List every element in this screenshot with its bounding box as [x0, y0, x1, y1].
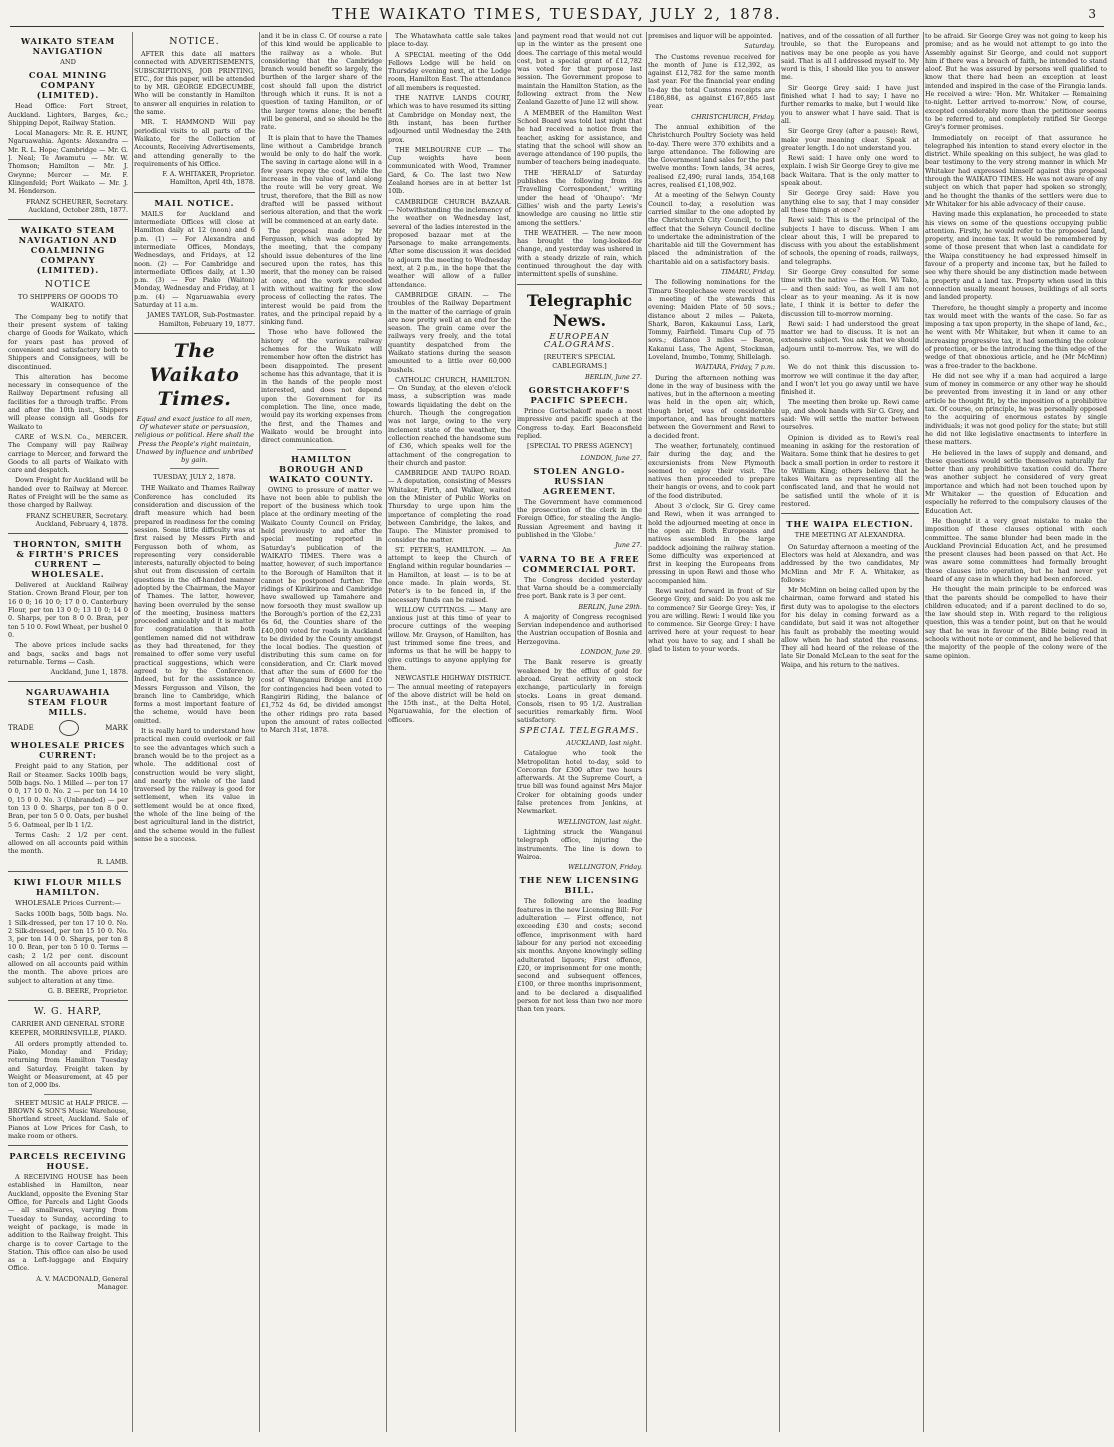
ad-text: Down Freight for Auckland will be handed over to Railway at Mercer. Rates of Freight will be the same as those charged by Railway.: [8, 476, 128, 510]
article-text: Having made this explanation, he proceeded to state his views on some of the questions occupying public attention. Firstly, he would refer to the proposed land, property, and income tax. It would be remembered by some of those present that when last a candidate for the Waipa constituency he had expressed himself in favour of a property and income tax, but he failed to see why there should be any distinction made between a property and a land tax. Property when used in this connection usually meant houses, buildings of all sorts and landed property.: [925, 210, 1107, 302]
column-3: [261, 32, 387, 1432]
dateline: June 27.: [615, 541, 642, 550]
ad-heading: WAIKATO STEAM NAVIGATION: [20, 36, 116, 56]
column-8: [925, 32, 1107, 1432]
ad-text: Delivered at Auckland Railway Station. Crown Brand Flour, per ton 16 0 0; 16 10 0; 17 0 0. Canterbury Flour, per ton 13 0 0; 13 10 0; 14 0 0. Sharps, per ton 8 0 0. Bran, per ton 5 10 0. Fowl Wheat, per bushel 0 0.: [8, 581, 128, 639]
mark-label: MARK: [105, 724, 128, 733]
editorial-text: It is plain that to have the Thames line without a Cambridge branch would be only to do half the work. The saving in cartage alone will in a few years repay the cost, while the increase in the value of land along the route will be very great. We trust, therefore, that the Bill as now drafted will be passed without serious alteration, and that the work will be commenced at an early date.: [261, 133, 382, 225]
telegram-text: At a meeting of the Selwyn County Council to-day, a resolution was carried similar to the one adopted by the Christchurch City Council, to the effect that the Selwyn Council decline to undertake the administration of the charitable aid till the Government has placed the administration of the charitable aid on a satisfactory basis.: [648, 191, 775, 266]
dateline: WELLINGTON, Friday.: [568, 863, 642, 872]
dateline: Saturday.: [744, 42, 775, 51]
dateline: WELLINGTON, last night.: [557, 817, 642, 826]
telegram-text: premises and liquor will be appointed.: [648, 32, 773, 40]
telegraphic-news-heading: Telegraphic News.: [526, 290, 633, 330]
article-text: He believed in the laws of supply and demand, and these questions would settle themselves naturally far better than any prohibitive taxation could do. There was another subject he considered of very great importance and which had not been touched upon by Mr Whitaker — the question of Education and especially he referred to the compulsory clauses of the Education Act.: [925, 448, 1107, 515]
telegram-text: Sir George Grey said: I have just finished what I had to say; I have no further remarks to make, but I would like you to answer what I have said. That is all.: [781, 83, 919, 125]
ad-signature: R. LAMB.: [96, 857, 128, 866]
short-rule: [170, 468, 218, 469]
article-text: Immediately on receipt of that assurance he telegraphed his intention to stand every elector in the district. While speaking on this subject, he was glad to bear testimony to the very strong manner in which Mr Whitaker had expressed himself against this proposal through the WAIKATO TIMES. He was not aware of any subject on which that paper had spoken so strongly, and he thought the thanks of the settlers were due to Mr Whitaker for his able advocacy of their cause.: [925, 133, 1107, 208]
column-separator: [517, 284, 642, 285]
notice-text: AFTER this date all matters connected with ADVERTISEMENTS, SUBSCRIPTIONS, JOB PRINTING, ETC., for this paper, will be attended to by MR. GEORGE EDGECUMBE, Who will be constantly in Hamilton to answer all enquiries in relation to the same.: [134, 50, 255, 117]
telegram-text: Lightning struck the Wanganui telegraph office, injuring the instruments. The line is down to Wairoa.: [517, 827, 642, 861]
masthead: [10, 4, 1104, 27]
telegram-text: natives, and of the cessation of all further trouble, so that the Europeans and natives may be one people as you have said. That is all I addressed myself to. My word is this, I should like you to answer me.: [781, 32, 919, 82]
column-separator: [781, 513, 919, 514]
article-text: Therefore, he thought simply a property and income tax would meet with the wants of the case. So far as imposing a tax upon property, in the shape of land, &c., he went with Mr Whitaker, but when it came to an increasing progressive tax, it had something the colour of protection, or be the introducing the thin edge of the wedge of that obnoxious article, and he (Mr McMinn) was a free-trader to the backbone.: [925, 303, 1107, 370]
local-news-item: CAMBRIDGE AND TAUPO ROAD. — A deputation, consisting of Messrs Whitaker, Firth, and Walker, waited on the Minister of Public Works on Thursday to urge upon him the importance of completing the road between Cambridge, the lakes, and Taupo. The Minister promised to consider the matter.: [388, 469, 511, 544]
ad-text: Freight paid to any Station, per Rail or Steamer. Sacks 100lb bags, 50lb bags. No. 1 Milled — per ton 17 0 0, 17 10 0. No. 2 — per ton 14 10 0, 15 0 0. No. 3 (Unbranded) — per ton 13 0 0. Sharps, per ton 8 0 0. Bran, per ton 5 0 0. Oats, per bushel 5 6. Oatmeal, per lb 1 1/2.: [8, 762, 128, 829]
local-news-item: WILLOW CUTTINGS. — Many are anxious just at this time of year to procure cuttings of the weeping willow. Mr. Grayson, of Hamilton, has just trimmed some fine trees, and informs us that he will be happy to give cuttings to anyone applying for them.: [388, 605, 511, 672]
dateline: WAITARA, Friday, 7 p.m.: [695, 363, 775, 372]
article-heading: HAMILTON BOROUGH AND WAIKATO COUNTY.: [269, 453, 374, 484]
telegram-heading: GORSTCHAKOFF'S PACIFIC SPEECH.: [528, 385, 631, 406]
ad-text: CARE of W.S.N. Co., MERCER. The Company will pay Railway carriage to Mercer, and forward the Goods to all parts of Waikato with care and despatch.: [8, 432, 128, 475]
ad-signature: FRANZ SCHEURER, Secretary. Auckland, February 4, 1878.: [26, 511, 128, 528]
ad-signature: A. V. MACDONALD, General Manager.: [36, 1274, 128, 1291]
telegram-text: During the afternoon nothing was done in the way of business with the natives, but in the afternoon a meeting was held in the open air, which, though brief, was of considerable importance, and has brought matters between the Government and Rewi to a decided front.: [648, 373, 775, 440]
trade-label: TRADE: [8, 724, 34, 733]
local-news-item: and payment road that would not cut up in the winter as the present one does. The carriage of this metal would cost, but a special grant of £12,782 was voted for that purpose last session. The Government propose to maintain the Hamilton Station, as the following extract from the New Zealand Gazette of June 12 will show.: [517, 32, 642, 107]
telegram-text: The following nominations for the Timaru Steeplechase were received at a meeting of the stewards this evening: Maiden Plate of 50 sovs.; distance about 2 miles — Paketa, Shark, Baron, Kakaunui Lass, Lark, Tommy, Fairfield. Timaru Cup of 75 sovs.; distance 3 miles — Baron, Kakanui Lass, The Agent, Stockman, Loveland, Inumbo, Tommy, Shillelagh.: [648, 278, 775, 361]
column-separator: [8, 533, 128, 534]
telegram-text: Rewi said: This is the principal of the subjects I have to discuss. When I am clear about this, I will be prepared to discuss with you about the establishment of schools, the opening of roads, railways, and telegraphs.: [781, 216, 919, 266]
local-news-item: THE WEATHER. — The new moon has brought the long-looked-for change, and yesterday was ushered in with a steady drizzle of rain, which continued throughout the day with intermittent spells of sunshine.: [517, 228, 642, 279]
telegram-text: The meeting then broke up. Rewi came up, and shook hands with Sir G. Grey, and said: We will settle the matter between ourselves.: [781, 398, 919, 432]
ad-signature: Auckland, June 1, 1878.: [50, 668, 128, 677]
local-news-item: THE MELBOURNE CUP. — The Cup weights have been communicated with Wood, Tramner Gard, & Co. The last two New Zealand horses are in at better 1st 10lb.: [388, 145, 511, 196]
trade-mark-icon: [59, 720, 79, 736]
column-2: [134, 32, 260, 1432]
column-7: [781, 32, 924, 1432]
editorial-text: The proposal made by Mr Fergusson, which was adopted by the meeting, that the company should issue debentures of the line secured upon the rates, has this merit, that the money can be raised at once, and the work proceeded with without waiting for the slow process of collecting the rates. The interest would be paid from the rates, and the principal repaid by a sinking fund.: [261, 226, 382, 327]
local-news-item: THE 'HERALD' of Saturday publishes the following from its 'Travelling Correspondent,' writing under the head of 'Ohaupo': 'Mr Gillies' wish and the party Lewis's knowledge are causing no little stir among the settlers.': [517, 168, 642, 227]
telegram-text: Sir George Grey said: Have you anything else to say, that I may consider all these things at once?: [781, 189, 919, 214]
notice-text: MAILS for Auckland and intermediate Offices will close at Hamilton daily at 12 (noon) and 6 p.m. (1) — For Alexandra and intermediate Offices, Mondays, Wednesdays, and Fridays, at 12 noon. (2) — For Cambridge and intermediate Offices daily, at 1.30 p.m. (3) — For Piako (Waiton) Monday, Wednesday and Friday, at 1 p.m. (4) — Ngaruawahia every Saturday at 11 a.m.: [134, 209, 255, 310]
telegram-text: Catalogue who took the Metropolitan hotel to-day, sold to Corcoran for £300 after two hours afterwards. At the Supreme Court, a true bill was found against Mrs Major Croker for obtaining goods under false pretences from Jenkins, at Newmarket.: [517, 749, 642, 816]
page-number: 3: [1088, 7, 1096, 21]
ad-text: The above prices include sacks and bags, sacks and bags not returnable. Terms — Cash.: [8, 641, 128, 666]
ad-signature: FRANZ SCHEURER, Secretary. Auckland, October 28th, 1877.: [26, 197, 128, 214]
dateline: BERLIN, June 29th.: [578, 602, 642, 611]
notice-heading: MAIL NOTICE.: [154, 197, 235, 208]
telegram-heading: STOLEN ANGLO-RUSSIAN AGREEMENT.: [533, 465, 626, 496]
ad-text: A RECEIVING HOUSE has been established in Hamilton, near Auckland, opposite the Evening Star Office, for Parcels and Light Goods — all smallwares, varying from Tuesday to Sunday, according to weight of package, is made in addition to the Railway freight. This charge is to cover Cartage to the Station. This office can also be used as a Left-luggage and Enquiry Office.: [8, 1173, 128, 1273]
column-5: [517, 32, 647, 1432]
telegram-text: The Government have commenced the prosecution of the clerk in the Foreign Office, for stealing the Anglo-Russian Agreement and having it published in the 'Globe.': [517, 497, 642, 540]
telegram-text: Sir George Grey (after a pause): Rewi, make your meaning clear. Speak at greater length. I do not understand you.: [781, 127, 919, 152]
short-rule: [44, 1094, 92, 1095]
ad-text: Local Managers: Mr. R. E. HUNT, Ngaruawahia. Agents: Alexandra — Mr. R. L. Hope; Cambridge — Mr. G. J. Neal; Te Awamutu — Mr. W. Thomson; Hamilton — Mr. J. Gwynne; Mercer — Mr. F. Klingenfeld; Port Waikato — Mr. J. M. Henderson.: [8, 129, 128, 196]
telegram-text: A majority of Congress recognised Servian independence and authorised the Austrian occupation of Bosnia and Herzegovina.: [517, 612, 642, 646]
column-separator: [8, 871, 128, 872]
telegram-heading: VARNA TO BE A FREE COMMERCIAL PORT.: [519, 553, 640, 574]
column-1: [8, 32, 133, 1432]
ad-text: Terms Cash: 2 1/2 per cent. allowed on all accounts paid within the month.: [8, 830, 128, 856]
dateline: AUCKLAND, last night.: [566, 739, 642, 747]
article-text: He did not see why if a man had acquired a large sum of money in commerce or any other way he should be prevented from investing it in land or any other article he thought fit, by the imposition of a prohibitive tax. Of course, on principle, he was personally opposed to the acquiring of enormous estates by single individuals; it was not good policy for the state; but still he did not like legislative enactments to interfere in these matters.: [925, 371, 1107, 447]
article-text: to be afraid. Sir George Grey was not going to keep his promise; and as he would not attempt to go into the Assembly against Sir George, and could not support him if there was a breach of faith, he intended to stand aloof. But he was assured by persons well qualified to know that there had been an exception at least intended and inspired in the case of the Firangia lands. He received a wire: 'Hon. Mr. Whitaker — Remaining to-night. Letter arrived to-morrow.' Now, of course, excepted considerably more than the petitioner seems to be referred to, and completely ratified Sir George Grey's former promises.: [925, 32, 1107, 132]
local-news-item: The Whatawhata cattle sale takes place to-day.: [388, 32, 511, 49]
ad-heading: W. G. HARP,: [33, 1006, 103, 1018]
article-text: He thought the main principle to be enforced was that the parents should be compelled to have their children educated; and if a parent declined to do so, the law should step in. With regard to the religious question, this was a tender point, but on that he would say that he was in favour of the Bible being read in schools without note or comment, and he believed that the majority of the people of the colony were of the same opinion.: [925, 585, 1107, 660]
telegram-text: Opinion is divided as to Rewi's real meaning in asking for the restoration of Waitara. Some think that he desires to get back a small portion in order to restore it to William King; others believe that he takes Waitara as representing all the confiscated land, and that he would not be satisfied until the whole of it is restored.: [781, 433, 919, 509]
agency-note: [REUTER'S SPECIAL CABLEGRAMS.]: [543, 353, 616, 370]
telegram-text: The weather, fortunately, continued fair during the day, and the excursionists from New Plymouth seemed to enjoy their visit. The natives then proceeded to prepare their hangis or ovens, and to cook part of the food distributed.: [648, 441, 775, 500]
ad-heading: PARCELS RECEIVING HOUSE.: [9, 1151, 127, 1172]
telegram-text: Rewi waited forward in front of Sir George Grey, and said: Do you ask me to commence? Sir George Grey: Yes, if you are willing. Rewi: I would like you to commence. Sir George Grey: I have arrived here at your request to hear what you have to say, and I shall be glad to listen to your words.: [648, 587, 775, 654]
article-text: Mr McMinn on being called upon by the chairman, came forward and stated his first duty was to apologise to the electors for his delay in coming forward as a candidate, but said it was not altogether his fault as probably the meeting would allow when he had stated the reasons. They all had heard of the release of the late Sir Donald McLean to the seat for the Waipa, and his return to the natives.: [781, 586, 919, 669]
editorial-text: Those who have followed the history of the various railway schemes for the Waikato will remember how often the district has been disappointed. The present scheme has this advantage, that it is in the hands of the people most interested, and does not depend upon the Government for its completion. The line, once made, would pay its working expenses from the first, and the Thames and Waikato would be brought into direct communication.: [261, 328, 382, 445]
dateline: LONDON, June 27.: [580, 453, 642, 462]
notice-signature: F. A. WHITAKER, Proprietor. Hamilton, April 4th, 1878.: [162, 170, 255, 187]
column-separator: [8, 1000, 128, 1001]
article-heading: THE WAIPA ELECTION.: [786, 519, 914, 530]
article-subheading: THE MEETING AT ALEXANDRA.: [794, 531, 906, 540]
article-text: He thought it a very great mistake to make the imposition of these clauses optional with each committee. The same blunder had been made in the Auckland Provincial Education Act, and he presumed the present clauses had been passed on that Act. He was aware some committees had formally brought these clauses into operation, but he had never yet heard of any case in which they had been enforced.: [925, 516, 1107, 583]
column-separator: [8, 681, 128, 682]
telegram-text: Rewi said: I have only one word to explain. I wish Sir George Grey to give me back Waitara. That is the only matter to speak about.: [781, 154, 919, 188]
telegram-text: We do not think this discussion to-morrow we will continue it the day after, and I won't let you go away until we have finished it.: [781, 363, 919, 397]
ad-heading: NGARUAWAHIA STEAM FLOUR MILLS.: [25, 687, 111, 718]
column-separator: [8, 219, 128, 220]
local-news-item: CAMBRIDGE GRAIN. — The troubles of the Railway Department in the matter of the carriage of grain are now pretty well at an end for the season. The grain came over the railways very freely, and the total quantity despatched from the Waikato stations during the season amounted to a little over 60,000 bushels.: [388, 290, 511, 374]
editorial-text: THE Waikato and Thames Railway Conference has concluded its consideration and discussion of the draft measure which had been prepared in readiness for the coming session. Some little difficulty was at first raised by Messrs Firth and Fergusson both of whom, as representing very considerable interests, naturally objected to being shut out from discussion of certain questions in the off-handed manner adopted by the Chairman, the Mayor of Thames. The latter, however, having been overruled by the sense of the meeting, business matters proceeded amicably and it is matter for congratulation that both gentlemen named did not withdraw as they had threatened, for they remained to offer some very useful practical suggestions, which were agreed to by the Conference. Indeed, but for the assistance by Messrs Fergusson and Vilson, the branch line to Cambridge, which forms a most important feature of the scheme, would have been omitted.: [134, 484, 255, 725]
column-separator: [134, 192, 255, 193]
trade-mark: [8, 720, 128, 736]
ad-text: Head Office: Fort Street, Auckland. Lighters, Barges, &c.; Shipping Depot, Railway Station.: [8, 102, 128, 127]
telegram-text: The following are the leading features in the new Licensing Bill: For adulteration — First offence, not exceeding £30 and costs; second offence, imprisonment with hard labour for any period not exceeding six months. Anyone knowingly selling adulterated liquors; First offence, £20, or imprisonment for one month; second and subsequent offences, £100, or three months imprisonment, and to be declared a disqualified person for not less than two nor more than ten years.: [517, 897, 642, 1014]
ad-heading: NOTICE: [44, 279, 92, 291]
telegram-text: The annual exhibition of the Christchurch Poultry Society was held to-day. There were 370 exhibits and a large attendance. The following are the Government land sales for the past twelve months: Town lands, 34 acres, realised £2,490; rural lands, 354,168 acres, realised £1,108,902.: [648, 122, 775, 190]
ad-heading: WHOLESALE PRICES CURRENT:: [10, 740, 126, 761]
column-4: [388, 32, 516, 1432]
notice-text: MR. T. HAMMOND Will pay periodical visits to all parts of the Waikato, for the Collection of Accounts, Receiving Advertisements, and attending generally to the requirements of his Office.: [134, 118, 255, 168]
editorial-text: It is really hard to understand how practical men could overlook or fail to see the advantages which such a branch would be to the project as a whole. The additional cost of construction would be very slight, and nearly the whole of the land traversed by the railway is good for settlement, when its value in settlement would be at once fixed, the whole of the line being of the best agricultural land in the district, and the scheme would in the fullest sense be a success.: [134, 727, 255, 843]
local-news-item: NEWCASTLE HIGHWAY DISTRICT. — The annual meeting of ratepayers of the above district will be held on the 15th inst., at the Delta Hotel, Ngaruawahia, for the election of officers.: [388, 674, 511, 724]
telegram-text: The Bank reserve is greatly weakened by the efflux of gold for abroad. Great activity on stock exchange, particularly in foreign stocks. Loans in great demand. Consols, risen to 95 1/2. Australian securities remarkably firm. Wool satisfactory.: [517, 658, 642, 725]
section-heading: EUROPEAN CALOGRAMS.: [543, 331, 616, 350]
local-news-item: A MEMBER of the Hamilton West School Board was told last night that he had received a notice from the teacher, asking for assistance, and stating that the school will show an average attendance of 190 pupils, the number of teachers being inadequate.: [517, 108, 642, 167]
notice-heading: NOTICE.: [169, 36, 220, 47]
ad-heading: KIWI FLOUR MILLS HAMILTON.: [13, 877, 123, 897]
editorial-text: and it be in class C. Of course a rate of this kind would be applicable to the railway as a whole. But considering that the Cambridge branch would benefit so largely, the burthen of the larger share of the cost should fall upon the district through which it runs. It is not a question of taxing Hamilton, or of the larger towns alone; the benefit will be general, and so should be the rate.: [261, 32, 382, 132]
ad-heading: THORNTON, SMITH & FIRTH'S PRICES CURRENT — WHOLESALE.: [13, 539, 123, 580]
article-text: On Saturday afternoon a meeting of the Electors was held at Alexandra, and was addressed by the two candidates, Mr McMinn and Mr F. A. Whitaker, as follows:: [781, 542, 919, 584]
ad-text: The Company beg to notify that their present system of taking charge of Goods for Waikato, which for years past has proved of convenient and satisfactory both to Shippers and Consignees, will be discontinued.: [8, 312, 128, 371]
section-heading: SPECIAL TELEGRAMS.: [519, 725, 640, 736]
agency-note: [SPECIAL TO PRESS AGENCY]: [527, 442, 632, 451]
ad-subheading: TO SHIPPERS OF GOODS TO WAIKATO.: [18, 293, 118, 310]
article-text: OWING to pressure of matter we have not been able to publish the report of the business which took place at the ordinary meeting of the Waikato County Council on Friday, held previously to and after the special meeting reported in Saturday's publication of the WAIKATO TIMES. There was a matter, however, of such importance to the Borough of Hamilton that it cannot be postponed further. The ridings of Kirikiriroa and Cambridge have swallowed up Tamahere and now forsooth they must swallow up the Borough's portion of the £2,231 6s 6d, the Counties share of the £40,000 voted for roads in Auckland to be divided by the County amongst the local bodies. The question of distributing this sum came on for consideration, and Cr. Clark moved that after the sum of £600 for the cost of Wanganui Bridge and £100 for contingencies had been voted to Rangiriri Riding, the balance of £1,752 4s 6d, be divided amongst the other ridings pro rata based upon the amount of rates collected to March 31st, 1878.: [261, 485, 382, 735]
newspaper-motto: Equal and exact justice to all men, Of whatever state or persuasion, religious or political. Here shall the Press the People's right maintain, Unawed by influence and unbribed by gain.: [134, 414, 255, 464]
local-news-item: A SPECIAL meeting of the Odd Fellows Lodge will be held on Thursday evening next, at the Lodge room, Hamilton East. The attendance of all members is requested.: [388, 50, 511, 92]
telegram-text: Prince Gortschakoff made a most impressive and pacific speech at the Congress to-day. Earl Beaconsfield replied.: [517, 407, 642, 440]
dateline: TIMARU, Friday.: [721, 268, 775, 277]
editorial-date: TUESDAY, JULY 2, 1878.: [153, 473, 236, 482]
column-separator: [8, 1145, 128, 1146]
ad-text: Sacks 100lb bags, 50lb bags. No. 1 Silk-dressed, per ton 17 10 0. No. 2 Silk-dressed, per ton 15 10 0. No. 3, per ton 14 0 0. Sharps, per ton 8 10 0. Bran, per ton 5 10 0. Terms — cash; 2 1/2 per cent. discount allowed on all accounts paid within the month. The above prices are subject to alteration at any time.: [8, 910, 128, 985]
column-6: [648, 32, 780, 1432]
ad-text: This alteration has become necessary in consequence of the Railway Department refusing all facilities for a through traffic. From and after the 10th inst., Shippers will please consign all Goods for Waikato to: [8, 372, 128, 431]
ad-text: All orders promptly attended to. Piako, Monday and Friday; returning from Hamilton Tuesday and Saturday. Freight taken by Weight or Measurement, at 45 per ton of 2,000 lbs.: [8, 1039, 128, 1090]
masthead-title: THE WAIKATO TIMES, TUESDAY, JULY 2, 1878.: [332, 5, 782, 23]
local-news-item: CAMBRIDGE CHURCH BAZAAR. — Notwithstanding the inclemency of the weather on Wednesday last, several of the ladies interested in the proposed bazaar met at the Parsonage to make arrangements. After some discussion it was decided to adjourn the meeting to Wednesday next, at 2 p.m., in the hope that the weather will allow of a fuller attendance.: [388, 197, 511, 289]
ad-subheading: CARRIER AND GENERAL STORE KEEPER, MORRINSVILLE, PIAKO.: [9, 1020, 127, 1037]
dateline: LONDON, June 29.: [580, 648, 642, 657]
dateline: BERLIN, June 27.: [585, 372, 642, 381]
telegram-text: About 3 o'clock, Sir G. Grey came and Rewi, when it was arranged to hold the adjourned meeting at once in the open air. Both Europeans and natives assembled in the large paddock adjoining the railway station. Some difficulty was experienced at first in keeping the Europeans from pressing in upon Rewi and those who accompanied him.: [648, 502, 775, 585]
ad-subheading: WHOLESALE Prices Current:—: [15, 899, 121, 907]
local-news-item: THE NATIVE LANDS COURT, which was to have resumed its sitting at Cambridge on Monday next, the 8th instant, has been further adjourned until Wednesday the 24th prox.: [388, 94, 511, 144]
ad-heading: WAIKATO STEAM NAVIGATION AND COALMINING COMPANY (LIMITED).: [18, 225, 118, 276]
telegram-heading: THE NEW LICENSING BILL.: [519, 875, 640, 896]
ad-text: SHEET MUSIC at HALF PRICE. — BROWN & SON'S Music Warehouse, Shortland street, Auckland. Sale of Pianos at Low Prices for Cash, to make room or others.: [8, 1098, 128, 1140]
telegram-text: Sir George Grey consulted for some time with the native — the Hon. Wi Tako, — and then said: You, as well I am not clear as to your meaning. As it is now late, I think it is better to defer the discussion till to-morrow morning.: [781, 268, 919, 318]
ad-heading-conj: AND: [60, 58, 76, 66]
telegram-text: Rewi said: I had understood the great matter we had to discuss. It is not an extensive subject. You ask that we should adjourn until to-morrow. Yes, we will do so.: [781, 319, 919, 361]
ad-heading: COAL MINING COMPANY (LIMITED).: [28, 70, 108, 101]
notice-signature: JAMES TAYLOR, Sub-Postmaster. Hamilton, February 19, 1877.: [146, 311, 255, 328]
short-rule: [297, 449, 345, 450]
local-news-item: CATHOLIC CHURCH, HAMILTON. — On Sunday, at the eleven o'clock mass, a subscription was made towards liquidating the debt on the church. Though the congregation was not large, owing to the very inclement state of the weather, the collection reached the handsome sum of £36, which speaks well for the attachment of the congregation to their church and pastor.: [388, 375, 511, 467]
local-news-item: ST. PETER'S, HAMILTON. — An attempt to keep the Church of England within regular boundaries — in Hamilton, at least — is to be at once made. In plain words, St. Peter's is to be fenced in, if the necessary funds can be raised.: [388, 545, 511, 604]
telegram-text: The Customs revenue received for the month of June is £12,392, as against £12,782 for the same month last year. For the financial year ending to-day the total Customs receipts are £186,884, as against £167,865 last year.: [648, 52, 775, 111]
newspaper-masthead: The Waikato Times.: [149, 339, 240, 410]
dateline: CHRISTCHURCH, Friday.: [691, 112, 775, 121]
telegram-text: The Congress decided yesterday that Varna should be a commercially free port. Bank rate is 3 per cent.: [517, 575, 642, 601]
column-separator: [134, 333, 255, 334]
ad-signature: G. B. BEERE, Proprietor.: [47, 986, 128, 995]
